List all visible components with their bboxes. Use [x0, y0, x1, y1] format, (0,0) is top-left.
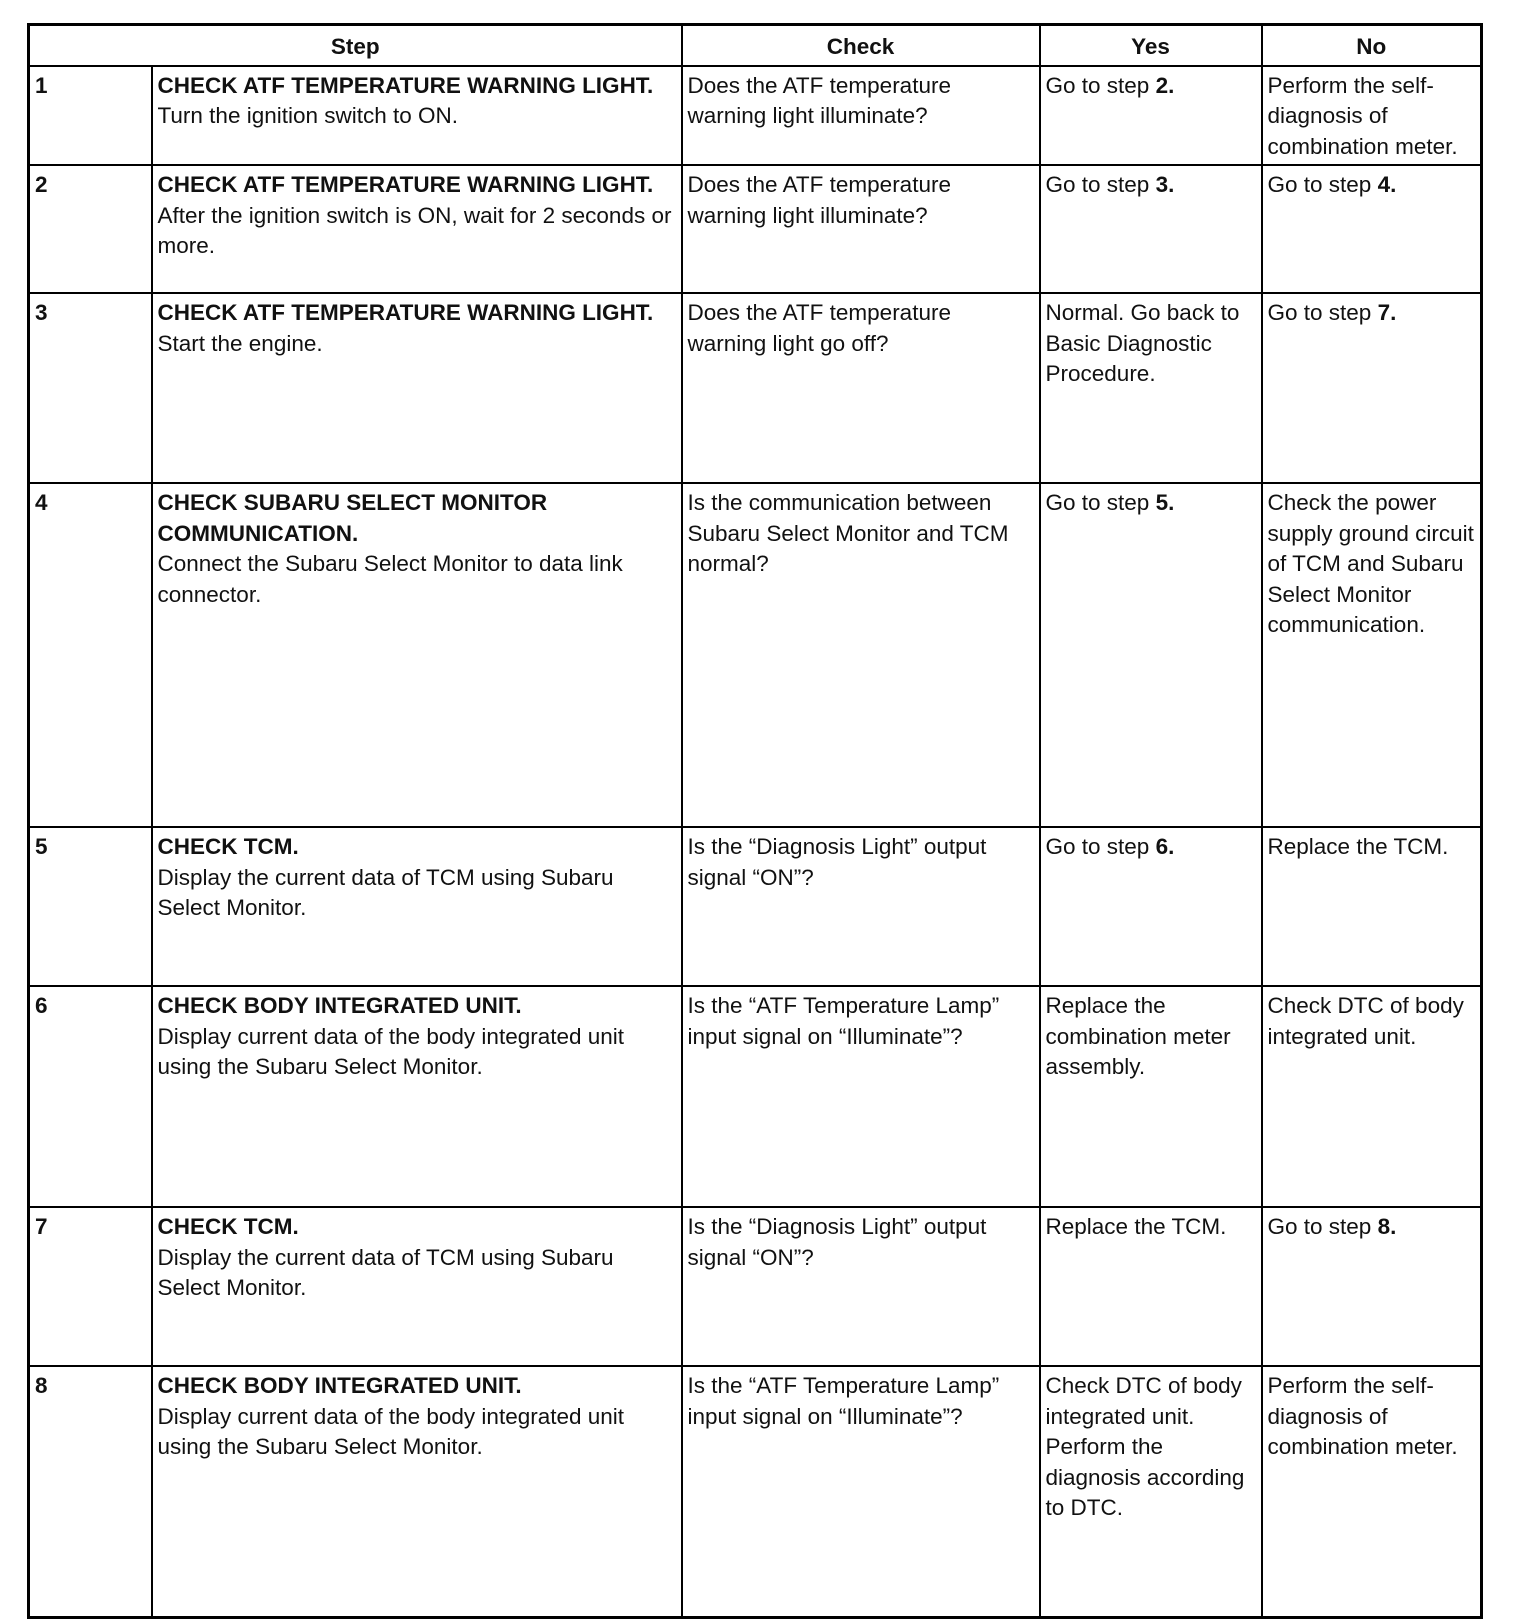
step-number: 2 [29, 165, 152, 293]
yes-text: Normal. Go back to Basic Diagnostic Procedure. [1045, 300, 1240, 386]
step-cell [152, 827, 682, 986]
check-cell: Is the “Diagnosis Light” output signal “ON”? [682, 827, 1040, 986]
yes-text: Replace the TCM. [1045, 1214, 1227, 1239]
step-title: CHECK ATF TEMPERATURE WARNING LIGHT. [157, 300, 654, 325]
no-text: Replace the TCM. [1267, 834, 1449, 859]
check-cell: Does the ATF temperature warning light go off? [682, 293, 1040, 483]
no-text: Go to step [1267, 172, 1378, 197]
no-cell [1262, 165, 1482, 293]
step-title: CHECK TCM. [157, 834, 299, 859]
table-row [29, 986, 1482, 1207]
step-title: CHECK TCM. [157, 1214, 299, 1239]
check-cell: Is the communication between Subaru Select Monitor and TCM normal? [682, 483, 1040, 827]
step-title: CHECK BODY INTEGRATED UNIT. [157, 1373, 522, 1398]
table-row [29, 293, 1482, 483]
step-number: 3 [29, 293, 152, 483]
diagnostic-table [27, 23, 1483, 1619]
yes-step-ref: 3. [1155, 172, 1175, 197]
yes-text: Replace the combination meter assembly. [1045, 993, 1231, 1079]
step-description: Display current data of the body integrated unit using the Subaru Select Monitor. [157, 1023, 625, 1079]
no-step-ref: 7. [1377, 300, 1397, 325]
header-yes: Yes [1040, 25, 1262, 66]
header-no: No [1262, 25, 1482, 66]
no-text: Perform the self-diagnosis of combination meter. [1267, 1373, 1458, 1459]
step-cell [152, 986, 682, 1207]
step-description: Start the engine. [157, 330, 323, 356]
no-step-ref: 8. [1377, 1214, 1397, 1239]
table-row [29, 827, 1482, 986]
step-description: After the ignition switch is ON, wait for 2 seconds or more. [157, 202, 672, 258]
step-cell [152, 293, 682, 483]
yes-step-ref: 6. [1155, 834, 1175, 859]
no-text: Check DTC of body integrated unit. [1267, 993, 1464, 1049]
step-title: CHECK ATF TEMPERATURE WARNING LIGHT. [157, 72, 654, 98]
step-number: 8 [29, 1366, 152, 1617]
table-row [29, 483, 1482, 827]
step-cell [152, 1207, 682, 1366]
yes-cell [1040, 986, 1262, 1207]
check-cell: Is the “ATF Temperature Lamp” input signal on “Illuminate”? [682, 986, 1040, 1207]
step-description: Display current data of the body integrated unit using the Subaru Select Monitor. [157, 1403, 625, 1459]
no-text: Go to step [1267, 300, 1378, 325]
header-step: Step [29, 25, 682, 66]
yes-step-ref: 5. [1155, 490, 1175, 515]
yes-cell [1040, 1366, 1262, 1617]
yes-cell [1040, 483, 1262, 827]
step-cell [152, 1366, 682, 1617]
no-cell [1262, 483, 1482, 827]
yes-cell [1040, 827, 1262, 986]
no-step-ref: 4. [1377, 172, 1397, 197]
step-title: CHECK SUBARU SELECT MONITOR COMMUNICATION. [157, 490, 548, 546]
step-description: Display the current data of TCM using Subaru Select Monitor. [157, 1244, 614, 1300]
step-title: CHECK BODY INTEGRATED UNIT. [157, 993, 522, 1018]
yes-step-ref: 2. [1155, 72, 1175, 98]
yes-cell [1040, 66, 1262, 166]
check-cell: Is the “ATF Temperature Lamp” input signal on “Illuminate”? [682, 1366, 1040, 1617]
yes-cell [1040, 293, 1262, 483]
no-cell [1262, 66, 1482, 166]
step-description: Connect the Subaru Select Monitor to data link connector. [157, 551, 623, 607]
yes-cell [1040, 165, 1262, 293]
step-number: 1 [29, 66, 152, 166]
table-row [29, 1366, 1482, 1617]
check-cell: Does the ATF temperature warning light illuminate? [682, 66, 1040, 166]
check-cell: Is the “Diagnosis Light” output signal “ON”? [682, 1207, 1040, 1366]
step-description: Turn the ignition switch to ON. [157, 103, 459, 128]
no-text: Check the power supply ground circuit of TCM and Subaru Select Monitor communication. [1267, 490, 1474, 637]
yes-text: Go to step [1045, 834, 1156, 859]
no-cell [1262, 1207, 1482, 1366]
step-number: 7 [29, 1207, 152, 1366]
no-cell [1262, 1366, 1482, 1617]
step-cell [152, 165, 682, 293]
step-number: 4 [29, 483, 152, 827]
step-number: 5 [29, 827, 152, 986]
yes-text: Go to step [1045, 72, 1156, 98]
header-row [29, 25, 1482, 66]
yes-cell [1040, 1207, 1262, 1366]
table-row [29, 1207, 1482, 1366]
no-text: Go to step [1267, 1214, 1378, 1239]
step-cell [152, 483, 682, 827]
no-cell [1262, 986, 1482, 1207]
no-cell [1262, 827, 1482, 986]
table-row [29, 66, 1482, 166]
step-description: Display the current data of TCM using Subaru Select Monitor. [157, 864, 614, 920]
check-cell: Does the ATF temperature warning light illuminate? [682, 165, 1040, 293]
no-cell [1262, 293, 1482, 483]
step-title: CHECK ATF TEMPERATURE WARNING LIGHT. [157, 172, 654, 197]
step-number: 6 [29, 986, 152, 1207]
header-check: Check [682, 25, 1040, 66]
yes-text: Check DTC of body integrated unit. Perform the diagnosis according to DTC. [1045, 1373, 1245, 1520]
yes-text: Go to step [1045, 172, 1156, 197]
table-row [29, 165, 1482, 293]
yes-text: Go to step [1045, 490, 1156, 515]
no-text: Perform the self-diagnosis of combination meter. [1267, 72, 1458, 159]
step-cell [152, 66, 682, 166]
